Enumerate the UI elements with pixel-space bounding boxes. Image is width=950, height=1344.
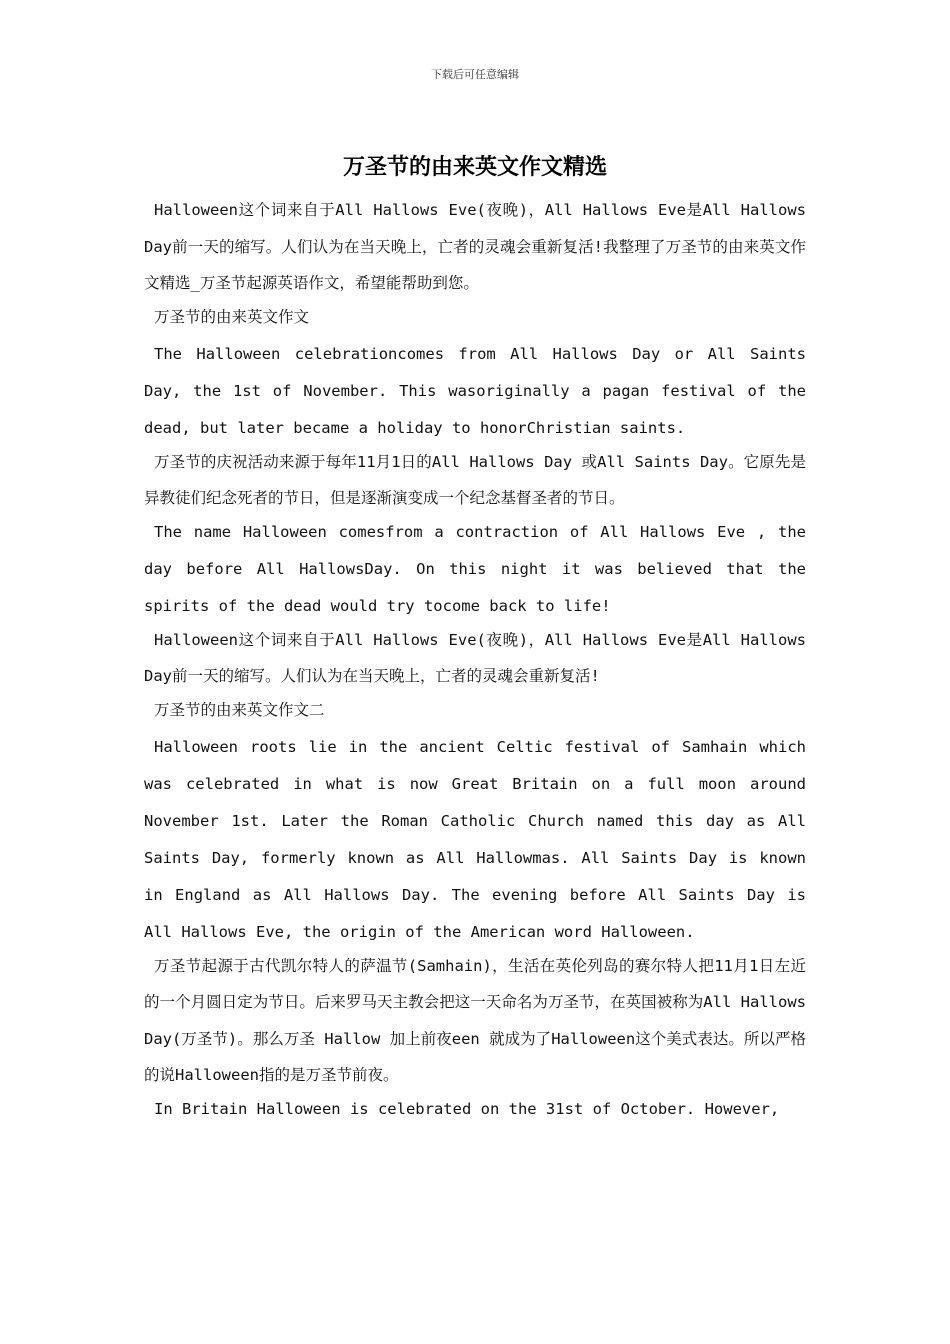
document-body: [144, 192, 806, 1125]
paragraph-intro: Halloween这个词来自于All Hallows Eve(夜晚)，All Hallows Eve是All Hallows Day前一天的缩写。人们认为在当天晚上，亡者的灵魂会重新复活!我整理了万圣节的由来英文作文精选_万圣节起源英语作文，希望能帮助到您。: [144, 201, 806, 292]
paragraph-en-2: The name Halloween comesfrom a contraction of All Hallows Eve , the day before All HallowsDay. On this night it was believed that the spirits of the dead would try tocome back to life!: [144, 522, 806, 615]
paragraph-en-1: The Halloween celebrationcomes from All Hallows Day or All Saints Day, the 1st of November. This wasoriginally a pagan festival of the dead, but later became a holiday to honorChristian saints.: [144, 344, 806, 437]
paragraph-en-4: In Britain Halloween is celebrated on the 31st of October. However,: [154, 1099, 780, 1118]
paragraph-cn-2: Halloween这个词来自于All Hallows Eve(夜晚)，All Hallows Eve是All Hallows Day前一天的缩写。人们认为在当天晚上，亡者的灵魂会重新复活!: [144, 630, 806, 685]
section-heading-1: 万圣节的由来英文作文: [154, 307, 310, 326]
header-note: 下载后可任意编辑: [431, 68, 519, 81]
document-title: 万圣节的由来英文作文精选: [342, 154, 607, 180]
paragraph-en-3: Halloween roots lie in the ancient Celtic festival of Samhain which was celebrated in what is now Great Britain on a full moon around November 1st. Later the Roman Catholic Church named this day as All Saints Day, formerly known as All Hallowmas. All Saints Day is known in England as All Hallows Day. The evening before All Saints Day is All Hallows Eve, the origin of the American word Halloween.: [144, 737, 806, 941]
paragraph-cn-3: 万圣节起源于古代凯尔特人的萨温节(Samhain)，生活在英伦列岛的赛尔特人把11月1日左近的一个月圆日定为节日。后来罗马天主教会把这一天命名为万圣节，在英国被称为All Hallows Day(万圣节)。那么万圣 Hallow 加上前夜een 就成为了Halloween这个美式表达。所以严格的说Halloween指的是万圣节前夜。: [144, 956, 806, 1084]
paragraph-cn-1: 万圣节的庆祝活动来源于每年11月1日的All Hallows Day 或All Saints Day。它原先是异教徒们纪念死者的节日，但是逐渐演变成一个纪念基督圣者的节日。: [144, 452, 806, 507]
section-heading-2: 万圣节的由来英文作文二: [154, 700, 325, 719]
